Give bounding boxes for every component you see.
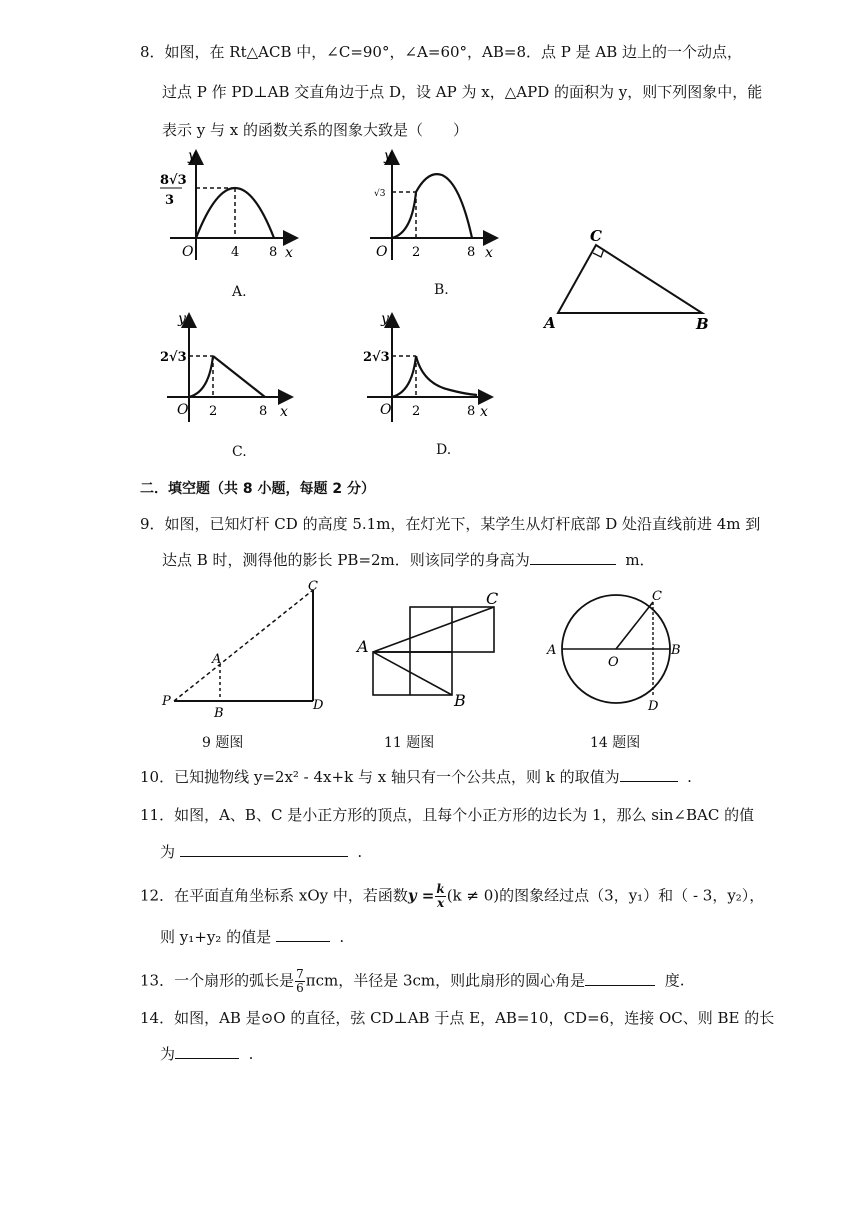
xtick-end: 8 xyxy=(259,404,268,419)
q10-text: 10．已知抛物线 y=2x² - 4x+k 与 x 轴只有一个公共点，则 k 的取值为 xyxy=(140,768,620,786)
y-axis-label: y xyxy=(188,148,196,164)
caption-fig11: 11 题图 xyxy=(384,735,435,751)
q9-line2 xyxy=(162,550,655,570)
q12-func-y: y = xyxy=(407,886,435,905)
xtick-end: 8 xyxy=(467,404,476,419)
origin-label: O xyxy=(182,244,194,260)
q11-end: . xyxy=(357,843,363,861)
q12-text-a: 12．在平面直角坐标系 xOy 中，若函数 xyxy=(140,886,408,905)
q9-unit: m． xyxy=(625,551,655,569)
triangle-acb-figure xyxy=(540,225,720,335)
y-axis-label: y xyxy=(381,311,389,327)
x-axis-label: x xyxy=(280,404,288,420)
q8-line3: 表示 y 与 x 的函数关系的图象大致是（ ） xyxy=(162,121,469,139)
q13-text-b: πcm，半径是 3cm，则此扇形的圆心角是 xyxy=(305,971,586,990)
q12-text-b: (k ≠ 0)的图象经过点（3，y₁）和（ - 3，y₂）， xyxy=(446,886,765,905)
label-p: P xyxy=(162,694,171,709)
option-a-label: A. xyxy=(232,284,247,300)
ytick: 2√3 xyxy=(363,350,390,365)
q12-end: . xyxy=(339,928,345,946)
q14-line2 xyxy=(160,1044,253,1064)
q13-text-c: 度. xyxy=(664,971,685,990)
q8-line1: 8．如图，在 Rt△ACB 中，∠C=90°，∠A=60°，AB=8．点 P 是 AB 边上的一个动点， xyxy=(140,43,743,61)
q12-line1 xyxy=(140,883,764,910)
q11-line2 xyxy=(160,842,362,862)
q14-end: . xyxy=(248,1045,254,1063)
label-c: C xyxy=(486,589,499,608)
q14-answer-blank[interactable] xyxy=(175,1044,239,1059)
ytick-num: 8√3 xyxy=(160,173,187,188)
vertex-b: B xyxy=(696,315,709,333)
label-b: B xyxy=(214,706,224,718)
q10-end: . xyxy=(687,768,692,786)
vertex-c: C xyxy=(590,227,602,245)
ytick-den: 3 xyxy=(165,193,175,208)
section-title: 二．填空题（共 8 小题，每题 2 分） xyxy=(140,481,375,497)
figure-14 xyxy=(540,580,700,715)
graph-option-a xyxy=(150,145,310,265)
origin-label: O xyxy=(177,402,189,418)
label-c: C xyxy=(308,579,318,594)
label-b: B xyxy=(454,691,466,710)
q9-line1: 9．如图，已知灯杆 CD 的高度 5.1m，在灯光下，某学生从灯杆底部 D 处沿直线前进 4m 到 xyxy=(140,515,761,533)
label-a: A xyxy=(547,643,557,658)
vertex-a: A xyxy=(544,314,556,332)
y-axis-label: y xyxy=(384,148,392,164)
q11-text: 为 xyxy=(160,843,176,861)
q10-answer-blank[interactable] xyxy=(620,767,678,782)
q9-text: 达点 B 时，测得他的影长 PB=2m．则该同学的身高为 xyxy=(162,551,530,569)
graph-option-c xyxy=(155,310,305,425)
q10-line xyxy=(140,767,692,787)
label-b: B xyxy=(671,643,681,658)
q12-text: 则 y₁+y₂ 的值是 xyxy=(160,928,272,946)
label-a: A xyxy=(357,637,369,656)
figure-9 xyxy=(158,578,338,718)
graph-option-b xyxy=(360,145,510,265)
caption-fig9: 9 题图 xyxy=(202,735,244,751)
q12-answer-blank[interactable] xyxy=(276,927,330,942)
origin-label: O xyxy=(380,402,392,418)
x-axis-label: x xyxy=(485,245,493,261)
ytick: 2√3 xyxy=(160,350,187,365)
x-axis-label: x xyxy=(480,404,488,420)
q12-fraction: $\frac{k}{x}$ xyxy=(436,882,445,910)
ytick: √3 xyxy=(374,189,386,199)
y-axis-label: y xyxy=(178,311,186,327)
q11-answer-blank[interactable] xyxy=(180,842,348,857)
label-c: C xyxy=(652,589,662,604)
label-d: D xyxy=(648,699,659,714)
label-o: O xyxy=(608,655,619,670)
option-b-label: B. xyxy=(434,282,449,298)
xtick-mid: 2 xyxy=(209,404,218,419)
graph-option-d xyxy=(355,310,505,425)
xtick-mid: 2 xyxy=(412,404,421,419)
xtick-end: 8 xyxy=(269,245,278,260)
label-d: D xyxy=(313,698,324,713)
q13-line xyxy=(140,968,684,995)
caption-fig14: 14 题图 xyxy=(590,735,641,751)
q11-line1: 11．如图，A、B、C 是小正方形的顶点，且每个小正方形的边长为 1，那么 sin∠BAC 的值 xyxy=(140,806,755,824)
q8-line2: 过点 P 作 PD⊥AB 交直角边于点 D，设 AP 为 x，△APD 的面积为 y，则下列图象中，能 xyxy=(162,83,763,101)
xtick-end: 8 xyxy=(467,245,476,260)
q14-line1: 14．如图，AB 是⊙O 的直径，弦 CD⊥AB 于点 E，AB=10，CD=6，连接 OC、则 BE 的长 xyxy=(140,1009,775,1027)
xtick-mid: 2 xyxy=(412,245,421,260)
option-c-label: C. xyxy=(232,444,247,460)
q14-text: 为 xyxy=(160,1045,176,1063)
q12-line2 xyxy=(160,927,344,947)
q9-answer-blank[interactable] xyxy=(530,550,616,565)
q13-answer-blank[interactable] xyxy=(585,971,655,986)
label-a: A xyxy=(212,652,222,667)
q13-text-a: 13．一个扇形的弧长是 xyxy=(140,971,295,990)
origin-label: O xyxy=(376,244,388,260)
x-axis-label: x xyxy=(285,245,293,261)
figure-11 xyxy=(352,585,512,710)
q13-fraction: $\frac{7}{6}$ xyxy=(296,967,304,995)
option-d-label: D. xyxy=(436,442,452,458)
xtick-mid: 4 xyxy=(231,245,240,260)
